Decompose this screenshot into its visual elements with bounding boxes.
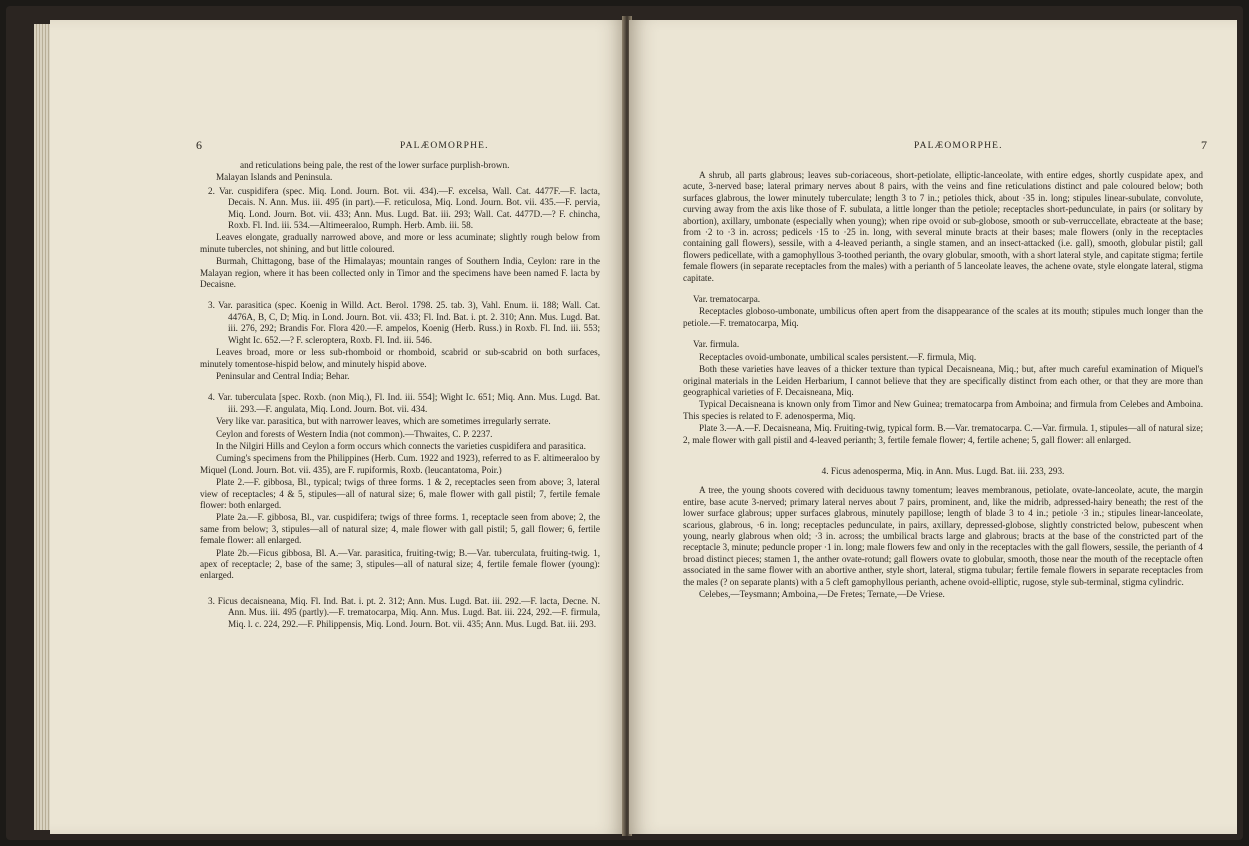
plate-caption: Plate 2b.—Ficus gibbosa, Bl. A.—Var. parasitica, fruiting-twig; B.—Var. tuberculata, fruiting-twig. 1, apex of receptacle; 2, base of the same; 3, stipules—all of natural size; 4, fertile female flower (young): enlarged.	[200, 547, 600, 581]
variety-entry: 2. Var. cuspidifera (spec. Miq. Lond. Journ. Bot. vii. 434).—F. excelsa, Wall. Cat. 4477F.—F. lacta, Decais. N. Ann. Mus. iii. 495 (in part).—F. reticulosa, Miq. Lond. Journ. Bot. vii. 435.—F. pervia, Miq. Lond. Journ. Bot. vii. 433; Ann. Mus. Lugd. Bat. iii. 293; Wall. Cat. 4477D.—? F. chincha, Roxb. Fl. Ind. iii. 534.—Altimeeraloo, Rumph. Herb. Amb. iii. 58.	[208, 185, 600, 231]
paragraph: In the Nilgiri Hills and Ceylon a form occurs which connects the varieties cuspidifera and parasitica.	[216, 440, 586, 451]
paragraph: Cuming's specimens from the Philippines (Herb. Cum. 1922 and 1923), referred to as F. altimeeraloo by Miquel (Lond. Journ. Bot. vii. 435), are F. rupiformis, Roxb. (leucantatoma, Poir.)	[200, 453, 600, 475]
paragraph: Receptacles ovoid-umbonate, umbilical scales persistent.—F. firmula, Miq.	[699, 351, 977, 362]
paragraph: Both these varieties have leaves of a thicker texture than typical Decaisneana, Miq.; but, after much careful examination of Miquel's original materials in the Leiden Herbarium, I cannot believe that they are specifically distinct from each other, or that they are more than geographical varieties of F. Decaisneana, Miq.	[683, 364, 1203, 397]
variety-entry: 3. Var. parasitica (spec. Koenig in Willd. Act. Berol. 1798. 25. tab. 3), Vahl. Enum. ii. 188; Wall. Cat. 4476A, B, C, D; Miq. in Lond. Journ. Bot. vii. 433; Fl. Ind. Bat. i. pt. 2. 310; Ann. Mus. Lugd. Bat. iii. 276, 292; Brandis For. Flora 420.—F. ampelos, Koenig (Herb. Russ.) in Roxb. Fl. Ind. iii. 553; Wight Ic. 652.—? F. scleroptera, Roxb. Fl. Ind. iii. 546.	[208, 300, 600, 345]
paragraph: Receptacles globoso-umbonate, umbilicus often apert from the disappearance of the scales at its mouth; stipules much longer than the petiole.—F. trematocarpa, Miq.	[683, 306, 1203, 328]
paragraph: Very like var. parasitica, but with narrower leaves, which are sometimes irregularly serrate.	[216, 416, 551, 427]
variety-entry: 4. Var. tuberculata [spec. Roxb. (non Miq.), Fl. Ind. iii. 554]; Wight Ic. 651; Miq. Ann. Mus. Lugd. Bat. iii. 293.—F. angulata, Miq. Lond. Journ. Bot. vii. 434.	[208, 392, 600, 414]
plate-caption: Plate 2.—F. gibbosa, Bl., typical; twigs of three forms. 1 & 2, receptacles seen from above; 3, lateral view of receptacles; 4 & 5, stipules—all of natural size; 6, male flower with gall pistil; 7, fertile female flower: both enlarged.	[200, 477, 600, 510]
paragraph: Burmah, Chittagong, base of the Himalayas; mountain ranges of Southern India, Ceylon: rare in the Malayan region, where it has been collected only in Timor and the specimens have been named F. lacta by Decaisne.	[200, 256, 600, 290]
paragraph: Leaves broad, more or less sub-rhomboid or rhomboid, scabrid or sub-scabrid on both surfaces, minutely tomentose-hispid below, and minutely hispid above.	[200, 347, 600, 369]
variety-heading: Var. trematocarpa.	[693, 294, 761, 305]
running-head: PALÆOMORPHE.	[400, 141, 489, 151]
left-page	[50, 20, 625, 834]
paragraph: A tree, the young shoots covered with deciduous tawny tomentum; leaves membranous, petiolate, ovate-lanceolate, acute, the margin entire, base acute 3-nerved; primary lateral nerves about 7 pairs, prominent, and, like the midrib, adpressed-hairy beneath; the rest of the lower surface glabrous; upper surfaces glabrous, minutely papillose; length of blade 3 to 4 in.; petiole ·3 in.; stipules linear-lanceolate, scarious, glabrous, ·6 in. long; receptacles pedunculate, in pairs, axillary, depressed-globose, slightly constricted below, pubescent when young, nearly glabrous when old; ·3 in. across; the umbilical bracts large and glabrous; bracts at the base of the constricted part of the receptacle 3, minute; peduncle proper ·1 in. long; male flowers few and only in the receptacles with the gall flowers, sessile, the perianth of 4 broad distinct pieces; stamen 1, the anther ovate-rotund; gall flowers ovate to globular, smooth, those near the mouth of the receptacle often associated in the same flower with an abortive anther, style short, lateral, stigma tubular; fertile female flowers in separate receptacles from the males (? on separate plants) with a 5 cleft gamophyllous perianth, achene ovoid-elliptic, rugose, style sub-terminal, stigma cylindric.	[683, 485, 1203, 587]
page-number: 6	[196, 138, 202, 152]
species-entry: 4. Ficus adenosperma, Miq. in Ann. Mus. Lugd. Bat. iii. 233, 293.	[821, 465, 1065, 476]
paragraph: A shrub, all parts glabrous; leaves sub-coriaceous, short-petiolate, elliptic-lanceolate, with entire edges, shortly cuspidate apex, and acute, 3-nerved base; lateral primary nerves about 8 pairs, with the veins and fine reticulations distinct and pale coloured below; both surfaces glabrous, the lower minutely tuberculate; length 3 to 7 in.; petioles thick, about ·35 in. long; stipules linear-subulate, convolute, curving away from the axis like those of F. subulata, a little longer than the petiole; receptacles short-pedunculate, in pairs (or solitary by abortion), axillary, umbonate (especially when young); when ripe ovoid or sub-globose, smooth or sub-verruccellate, ebracteate at the base; from ·2 to ·3 in. across; pedicels ·15 to ·25 in. long, with several minute bracts at their bases; male flowers (only in the receptacles containing gall flowers), sessile, with a 4-leaved perianth, a single stamen, and an insect-attacked (i.e. gall), smooth, globular pistil; gall flowers pedicellate, with a gamophyllous 3-toothed perianth, the ovary globular, smooth, with a short lateral style, and capitate stigma; fertile female flowers (in separate receptacles from the males) with a perianth of 5 lanceolate leaves, the achene ovate, style elongate lateral, stigma capitate.	[683, 170, 1203, 283]
running-head: PALÆOMORPHE.	[914, 141, 1003, 151]
paragraph: Celebes,—Teysmann; Amboina,—De Fretes; Ternate,—De Vriese.	[699, 589, 945, 599]
left-page-body	[200, 160, 600, 631]
paragraph: and reticulations being pale, the rest of the lower surface purplish-brown.	[240, 160, 510, 170]
open-book	[6, 6, 1243, 840]
paragraph: Malayan Islands and Peninsula.	[216, 172, 333, 183]
right-page-body	[683, 170, 1203, 601]
species-entry: 3. Ficus decaisneana, Miq. Fl. Ind. Bat. i. pt. 2. 312; Ann. Mus. Lugd. Bat. iii. 292.—F. lacta, Decne. N. Ann. Mus. iii. 495 (partly).—F. trematocarpa, Miq. Ann. Mus. Lugd. Bat. iii. 224, 292.—F. firmula, Miq. l. c. 224, 292.—F. Philippensis, Miq. Lond. Journ. Bot. vii. 435; Ann. Mus. Lugd. Bat. iii. 293.	[208, 595, 600, 629]
right-page	[629, 20, 1237, 834]
page-number: 7	[1201, 138, 1207, 152]
plate-caption: Plate 3.—A.—F. Decaisneana, Miq. Fruiting-twig, typical form. B.—Var. trematocarpa. C.—Var. firmula. 1, stipules—all of natural size; 2, male flower with gall pistil and 4-leaved perianth; 3, fertile female flower; 4, fertile achene; 5, gall flower: all enlarged.	[683, 423, 1203, 445]
plate-caption: Plate 2a.—F. gibbosa, Bl., var. cuspidifera; twigs of three forms. 1, receptacle seen from above; 2, the same from below; 3, stipules—all of natural size; 4, male flower with gall pistil; 5, gall flower; 6, fertile female flower: all enlarged.	[200, 512, 600, 546]
paragraph: Leaves elongate, gradually narrowed above, and more or less acuminate; slightly rough below from minute tubercles, not shining, and but little coloured.	[200, 232, 600, 254]
paragraph: Peninsular and Central India; Behar.	[216, 370, 350, 381]
paragraph: Typical Decaisneana is known only from Timor and New Guinea; trematocarpa from Amboina; and firmula from Celebes and Amboina. This species is related to F. adenosperma, Miq.	[683, 399, 1203, 421]
variety-heading: Var. firmula.	[693, 339, 740, 350]
paragraph: Ceylon and forests of Western India (not common).—Thwaites, C. P. 2237.	[216, 428, 493, 439]
